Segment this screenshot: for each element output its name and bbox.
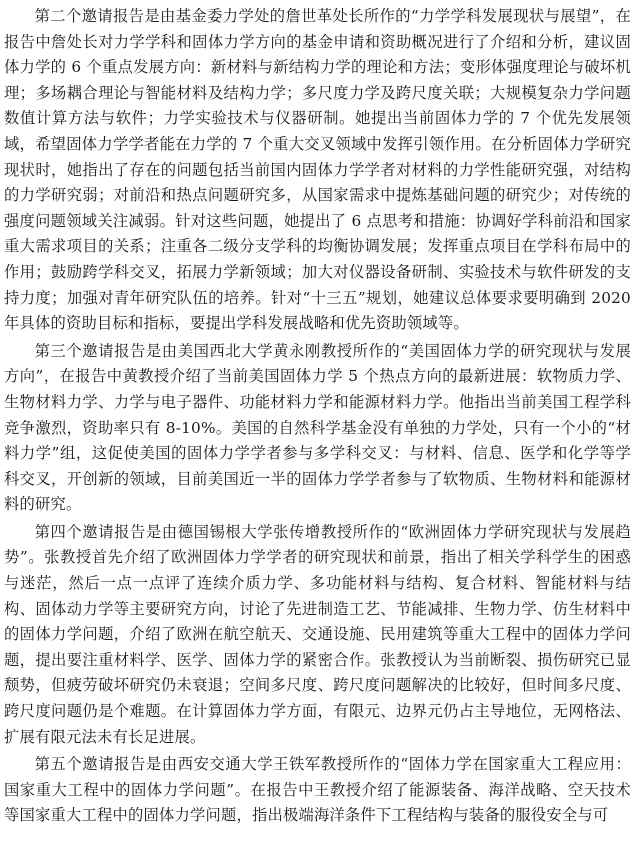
paragraph-fifth-report: 第五个邀请报告是由西安交通大学王铁军教授所作的“固体力学在国家重大工程应用：国家重大工程中的固体力学问题”。在报告中王教授介绍了能源装备、海洋战略、空天技术等国家重大工程中的固体力学问题，指出极端海洋条件下工程结构与装备的服役安全与可 (4, 755, 631, 825)
document-page (4, 4, 631, 831)
paragraph-second-report: 第二个邀请报告是由基金委力学处的詹世革处长所作的“力学学科发展现状与展望”，在报告中詹处长对力学学科和固体力学方向的基金申请和资助概况进行了介绍和分析，建议固体力学的 6 个重点发展方向：新材料与新结构力学的理论和方法；变形体强度理论与破坏机理；多场耦合理论与智能材料及结构力学；多尺度力学及跨尺度关联；大规模复杂力学问题数值计算方法与软件；力学实验技术与仪器研制。她提出当前固体力学的 7 个优先发展领域，希望固体力学学者能在力学的 7 个重大交叉领域中发挥引领作用。在分析固体力学研究现状时，她指出了存在的问题包括当前国内固体力学学者对材料的力学性能研究强，对结构的力学研究弱；对前沿和热点问题研究多，从国家需求中提炼基础问题的研究少；对传统的强度问题领域关注减弱。针对这些问题，她提出了 6 点思考和措施：协调好学科前沿和国家重大需求项目的关系；注重各二级分支学科的均衡协调发展；发挥重点项目在学科布局中的作用；鼓励跨学科交叉，拓展力学新领域；加大对仪器设备研制、实验技术与软件研发的支持力度；加强对青年研究队伍的培养。针对“十三五”规划，她建议总体要求要明确到 2020 年具体的资助目标和指标，要提出学科发展战略和优先资助领域等。 (4, 7, 631, 333)
paragraph-third-report: 第三个邀请报告是由美国西北大学黄永刚教授所作的“美国固体力学的研究现状与发展方向”，在报告中黄教授介绍了当前美国固体力学 5 个热点方向的最新进展：软物质力学、生物材料力学、力学与电子器件、功能材料力学和能源材料力学。他指出当前美国工程学科竞争激烈，资助率只有 8-10%。美国的自然科学基金没有单独的力学处，只有一个小的“材料力学”组，这促使美国的固体力学学者参与多学科交叉：与材料、信息、医学和化学等学科交叉，开创新的领域，目前美国近一半的固体力学学者参与了软物质、生物材料和能源材料的研究。 (4, 341, 631, 514)
paragraph-fourth-report: 第四个邀请报告是由德国锡根大学张传增教授所作的“欧洲固体力学研究现状与发展趋势”。张教授首先介绍了欧洲固体力学学者的研究现状和前景，指出了相关学科学生的困惑与迷茫，然后一点一点评了连续介质力学、多功能材料与结构、复合材料、智能材料与结构、固体动力学等主要研究方向，讨论了先进制造工艺、节能减排、生物力学、仿生材料中的固体力学问题，介绍了欧洲在航空航天、交通设施、民用建筑等重大工程中的固体力学问题，提出要注重材料学、医学、固体力学的紧密合作。张教授认为当前断裂、损伤研究已显颓势，但疲劳破坏研究仍未衰退；空间多尺度、跨尺度问题解决的比较好，但时间多尺度、跨尺度问题仍是个难题。在计算固体力学方面，有限元、边界元仍占主导地位，无网格法、扩展有限元法未有长足进展。 (4, 522, 631, 746)
